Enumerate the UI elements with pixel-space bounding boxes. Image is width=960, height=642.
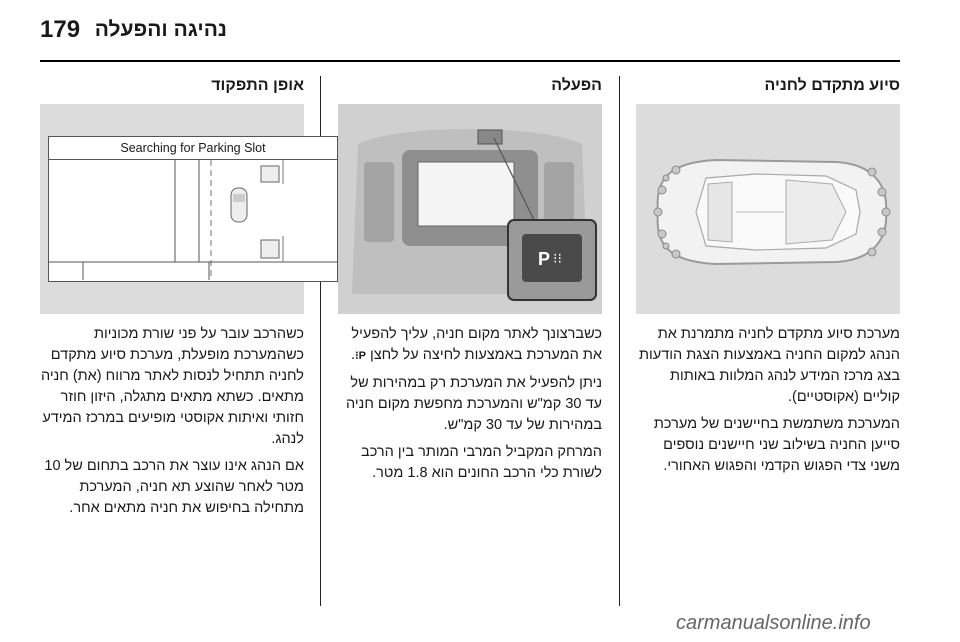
column-separator [619, 76, 620, 606]
header-rule [40, 60, 900, 62]
page-number: 179 [40, 16, 81, 43]
paragraph-text: כשברצונך לאתר מקום חניה, עליך להפעיל את המערכת באמצעות לחיצה על לחצן [351, 326, 602, 363]
watermark-footer: carmanualsonline.info [676, 612, 871, 634]
car-sensors-figure [636, 104, 900, 314]
svg-text:P: P [538, 249, 551, 269]
display-screen-figure [40, 104, 304, 314]
info-display [48, 136, 338, 282]
dashboard-illustration [338, 104, 602, 314]
section-body [40, 324, 304, 525]
dashboard-button-figure [338, 104, 602, 314]
section-activation [338, 70, 602, 102]
paragraph: כשהרכב עובר על פני שורת מכוניות כשהמערכת מופעלת, מערכת סיוע מתקדם לחניה תתחיל לנסות לאתר מרווח (את) חניה מתאים. כשתא מתאים מתגלה, היזון חוזר חזותי ואיתות אקוסטי מופיעים במרכז המידע לנהג. [40, 326, 304, 447]
section-functioning [40, 70, 304, 102]
paragraph-end: . [351, 347, 356, 363]
section-title: אופן התפקוד [211, 77, 304, 94]
paragraph: המערכת משתמשת בחיישנים של מערכת סייען החניה בשילוב שני חיישנים נוספים משני צדי הפגוש הקדמי והפגוש האחורי. [653, 416, 900, 474]
parking-button-icon: P⁝ [355, 350, 366, 362]
page-header-title: נהיגה והפעלה [94, 18, 227, 41]
car-top-view-illustration [636, 104, 900, 314]
parking-slot-diagram [49, 160, 337, 280]
paragraph [338, 324, 602, 367]
paragraph: אם הנהג אינו עוצר את הרכב בתחום של 10 מטר לאחר שהוצע תא חניה, המערכת מתחילה בחיפוש את חניה מתאים אחר. [44, 458, 304, 516]
paragraph: המרחק המקביל המרבי המותר בין הרכב לשורת כלי הרכב החונים הוא 1.8 מטר. [361, 444, 602, 481]
section-body [636, 324, 900, 483]
section-title: סיוע מתקדם לחניה [764, 77, 900, 94]
paragraph: ניתן להפעיל את המערכת רק במהירות של עד 30 קמ"ש והמערכת מחפשת מקום חניה במהירות של עד 30 קמ"ש. [346, 375, 602, 433]
section-body [338, 324, 602, 490]
paragraph: מערכת סיוע מתקדם לחניה מתמרנת את הנהג למקום החניה באמצעות הצגת הודעות בצג מרכז המידע לנהג המלוות באותות קוליים (אקוסטיים). [638, 326, 900, 405]
svg-text:⁝⁝: ⁝⁝ [553, 250, 562, 266]
section-title: הפעלה [551, 77, 602, 94]
section-advanced-park-assist [636, 70, 900, 102]
display-title: Searching for Parking Slot [49, 137, 337, 160]
